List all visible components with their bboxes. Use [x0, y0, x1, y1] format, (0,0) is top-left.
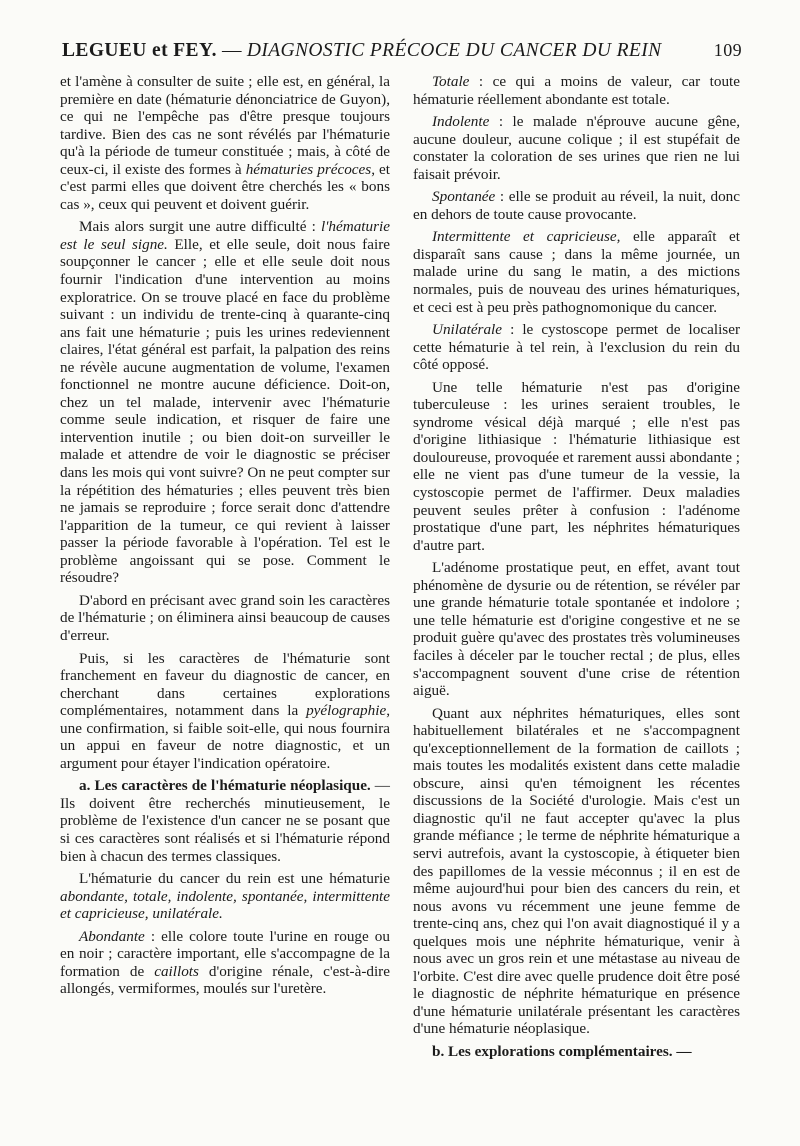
paragraph: Indolente : le malade n'éprouve aucune gêne, aucune douleur, aucune colique ; il est stupéfait de constater la coloration de ses urines que rien ne lui faisait prévoir. [413, 113, 740, 183]
paragraph: et l'amène à consulter de suite ; elle est, en général, la première en date (hématurie dénonciatrice de Guyon), ce qui ne l'empêche pas d'être presque toujours tardive. Bien des cas ne sont révélés par l'hématurie qu'à la période de tumeur constituée ; mais, à côté de ceux-ci, il existe des formes à hématuries précoces, et c'est parmi elles que doivent être cherchés les « bons cas », ceux qui peuvent et doivent guérir. [60, 73, 390, 213]
header-dash: — [221, 40, 242, 61]
paragraph: Une telle hématurie n'est pas d'origine tuberculeuse : les urines seraient troubles, le syndrome vésical déjà marqué ; elle n'est pas d'origine lithiasique : l'hématurie lithiasique est douloureuse, provoquée et rarement aussi abondante ; elle ne vient pas d'une tumeur de la vessie, la cystoscopie permet de l'affirmer. Deux maladies peuvent seules prêter à confusion : l'adénome prostatique d'une part, les néphrites hématuriques d'autre part. [413, 378, 740, 554]
header-title: DIAGNOSTIC PRÉCOCE DU CANCER DU REIN [246, 40, 662, 61]
paragraph: Puis, si les caractères de l'hématurie sont franchement en faveur du diagnostic de cancer, en cherchant dans certaines explorations complémentaires, notamment dans la pyélographie, une confirmation, si faible soit-elle, qui nous fournira un appui en faveur de notre diagnostic, et un argument pour étayer l'indication opératoire. [60, 649, 390, 772]
paragraph: Quant aux néphrites hématuriques, elles sont habituellement bilatérales et ne s'accompagnent qu'exceptionnellement de la formation de caillots ; mais toutes les modalités existent dans cette maladie obscure, ainsi qu'en témoignent les récentes discussions de la Société d'urologie. Mais c'est un diagnostic qu'il ne faut accepter qu'avec la plus grande méfiance ; le terme de néphrite hématurique a servi autrefois, avant la cystoscopie, à étiqueter bien des papillomes de la vessie méconnus ; il en est de même aujourd'hui pour bien des cancers du rein, et nous avons vu récemment une jeune femme de trente-cinq ans, chez qui l'on avait diagnostiqué il y a quelques mois une néphrite hématurique, venir à nous avec un gros rein et une métastase au niveau de l'orbite. C'est dire avec quelle prudence doit être posé le diagnostic de néphrite hématurique en présence d'une hématurie unilatérale présentant les caractères d'une hématurie néoplasique. [413, 704, 740, 1038]
paragraph: Totale : ce qui a moins de valeur, car toute hématurie réellement abondante est totale. [413, 73, 740, 108]
paragraph: Unilatérale : le cystoscope permet de localiser cette hématurie à tel rein, à l'exclusion du rein du côté opposé. [413, 321, 740, 374]
page-number: 109 [713, 40, 742, 60]
header-authors: LEGUEU et FEY. [62, 40, 217, 61]
paragraph: L'hématurie du cancer du rein est une hématurie abondante, totale, indolente, spontanée, intermittente et capricieuse, unilatérale. [60, 870, 390, 923]
paragraph: Abondante : elle colore toute l'urine en rouge ou en noir ; caractère important, elle s'accompagne de la formation de caillots d'origine rénale, c'est-à-dire allongés, vermiformes, moulés sur l'uretère. [60, 927, 390, 998]
paragraph: Intermittente et capricieuse, elle apparaît et disparaît sans cause ; dans la même journée, un malade urine du sang le matin, a des mictions normales, puis de nouveau des urines hématuriques, et ceci est à peu près pathognomonique du cancer. [413, 228, 740, 316]
right-column [413, 73, 740, 1066]
section-heading-b: b. Les explorations complémentaires. — [432, 1042, 692, 1060]
running-header [62, 40, 742, 62]
left-column [60, 73, 390, 1003]
paragraph: L'adénome prostatique peut, en effet, avant tout phénomène de dysurie ou de rétention, se révéler par une grande hématurie totale spontanée et indolore ; une telle hématurie est d'origine congestive et ne se produit guère qu'avec des prostates très volumineuses faciles à déceler par le toucher rectal ; de plus, elles s'accompagnent souvent d'une crise de rétention aiguë. [413, 559, 740, 700]
paragraph: Mais alors surgit une autre difficulté : l'hématurie est le seul signe. Elle, et elle seule, doit nous faire soupçonner le cancer ; elle et elle seule doit nous fournir l'indication d'une intervention au moins exploratrice. On se trouve placé en face du problème suivant : un individu de trente-cinq à quarante-cinq ans fait une hématurie ; puis les urines redeviennent claires, l'état général est parfait, la palpation des reins ne révèle aucune augmentation de volume, l'examen fonctionnel ne montre aucune déficience. Doit-on, chez un tel malade, intervenir avec l'hématurie comme seule indication, et risquer de faire une intervention inutile ; ou bien doit-on surveiller le malade et attendre de voir le diagnostic se préciser dans les mois qui vont suivre? On ne peut compter sur la répétition des hématuries ; elles peuvent très bien ne jamais se reproduire ; force serait donc d'attendre l'apparition de la tumeur, ce qui revient à laisser passer la période favorable à l'opération. Tel est le problème angoissant qui se pose. Comment le résoudre? [60, 218, 390, 587]
paragraph: Spontanée : elle se produit au réveil, la nuit, donc en dehors de toute cause provocante. [413, 188, 740, 223]
section-heading-a: a. Les caractères de l'hématurie néoplasique. — Ils doivent être recherchés minutieusement, le problème de l'existence d'un cancer ne se posant que si ces caractères sont réalisés et si l'hématurie répond bien à chacun des termes classiques. [60, 777, 390, 865]
paragraph: D'abord en précisant avec grand soin les caractères de l'hématurie ; on éliminera ainsi beaucoup de causes d'erreur. [60, 591, 390, 644]
